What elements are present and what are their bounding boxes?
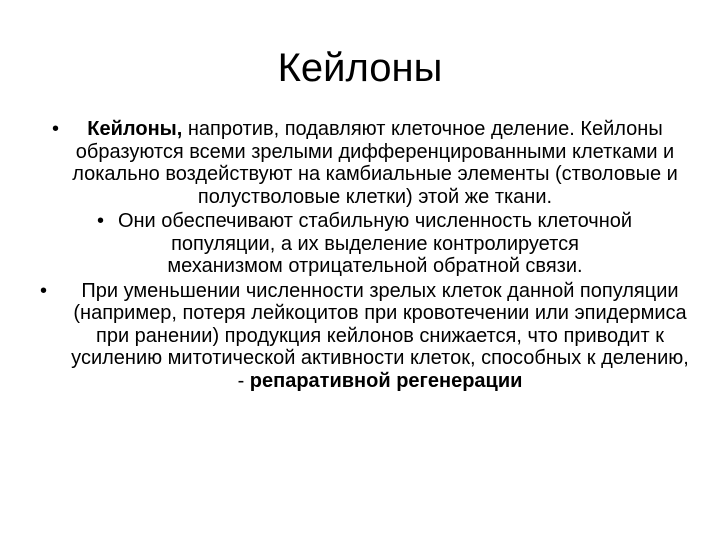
bullet-lead-bold: Кейлоны, <box>87 118 183 140</box>
slide-body <box>40 118 690 392</box>
bullet-tail-bold: репаративной регенерации <box>249 369 523 392</box>
bullet-text: При уменьшении численности зрелых клеток данной популяции (например, потеря лейкоцитов при кровотечении или эпидермиса при ранении) продукция кейлонов снижается, что приводит к усилению митотической активности клеток, способных к делению, - <box>71 279 689 392</box>
slide-title: Кейлоны <box>277 46 443 90</box>
bullet-marker: • <box>40 279 48 302</box>
bullet-marker: • <box>52 118 60 140</box>
bullet-item-1 <box>40 118 690 208</box>
bullet-item-3 <box>40 280 690 393</box>
bullet-text: напротив, подавляют клеточное деление. Кейлоны образуются всеми зрелыми дифференцированными клетками и локально воздействуют на камбиальные элементы (стволовые и полустволовые клетки) этой же ткани. <box>72 118 678 208</box>
bullet-item-2 <box>40 210 690 278</box>
bullet-text: Они обеспечивают стабильную численность клеточной популяции, а их выделение контролируется механизмом отрицательной обратной связи. <box>117 210 633 277</box>
bullet-marker: • <box>97 210 105 232</box>
